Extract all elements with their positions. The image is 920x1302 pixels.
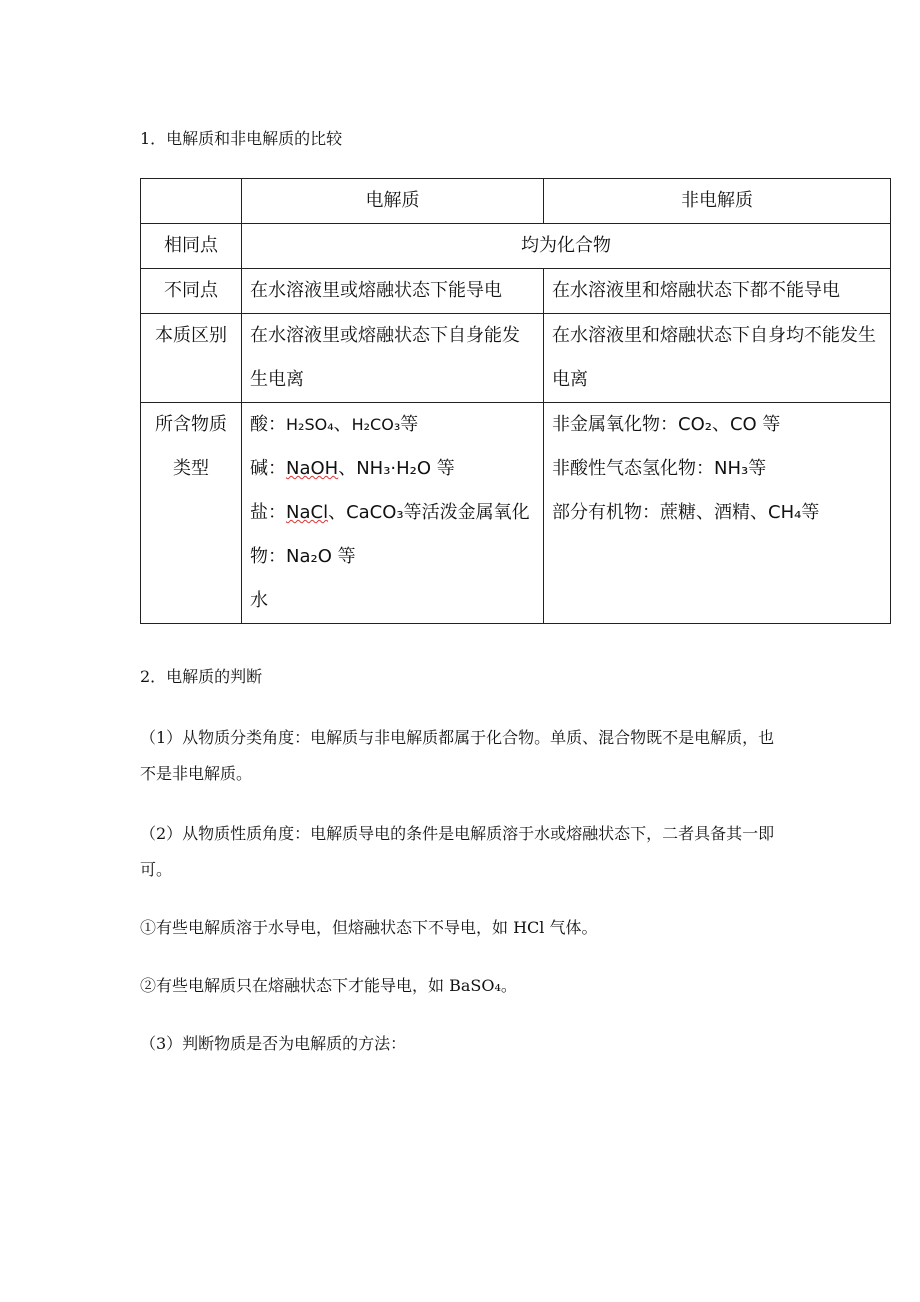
table-row-types <box>141 403 891 624</box>
diff-electrolyte: 在水溶液里或熔融状态下能导电 <box>242 269 544 314</box>
nonmetal-oxide-line: 非金属氧化物：CO₂、CO 等 <box>552 414 781 435</box>
organic-line: 部分有机物：蔗糖、酒精、CH₄等 <box>552 502 820 523</box>
table-row-essence <box>141 314 891 403</box>
salt-line: 盐：NaCl、CaCO₃等活泼金属氧化 <box>250 502 530 523</box>
types-non-electrolyte <box>544 403 891 624</box>
table-row-diff <box>141 269 891 314</box>
types-electrolyte <box>242 403 544 624</box>
water-line: 水 <box>250 590 268 611</box>
paragraph-property: （2）从物质性质角度：电解质导电的条件是电解质溶于水或熔融状态下，二者具备其一即可。 <box>140 824 775 879</box>
paragraph-note-2: ②有些电解质只在熔融状态下才能导电，如 BaSO₄。 <box>140 976 517 995</box>
table-header-row <box>141 179 891 224</box>
same-value: 均为化合物 <box>242 224 891 269</box>
paragraph-classification: （1）从物质分类角度：电解质与非电解质都属于化合物。单质、混合物既不是电解质，也不是非电解质。 <box>140 728 775 783</box>
essence-non-electrolyte: 在水溶液里和熔融状态下自身均不能发生电离 <box>544 314 891 403</box>
header-non-electrolyte: 非电解质 <box>544 179 891 224</box>
table-row-same <box>141 224 891 269</box>
header-electrolyte: 电解质 <box>242 179 544 224</box>
row-label-types <box>141 403 242 624</box>
header-empty-cell <box>141 179 242 224</box>
types-label-line1: 所含物质 <box>155 414 227 435</box>
comparison-table <box>140 178 891 624</box>
section-2-heading: 2．电解质的判断 <box>140 667 263 686</box>
row-label-diff: 不同点 <box>141 269 242 314</box>
paragraph-method: （3）判断物质是否为电解质的方法： <box>140 1034 407 1053</box>
row-label-essence: 本质区别 <box>141 314 242 403</box>
oxide-line: 物：Na₂O 等 <box>250 546 356 567</box>
acid-line: 酸：H₂SO₄、H₂CO₃等 <box>250 414 419 435</box>
essence-electrolyte: 在水溶液里或熔融状态下自身能发生电离 <box>242 314 544 403</box>
base-line: 碱：NaOH、NH₃·H₂O 等 <box>250 458 455 479</box>
paragraph-note-1: ①有些电解质溶于水导电，但熔融状态下不导电，如 HCl 气体。 <box>140 918 598 937</box>
diff-non-electrolyte: 在水溶液里和熔融状态下都不能导电 <box>544 269 891 314</box>
row-label-same: 相同点 <box>141 224 242 269</box>
hydride-line: 非酸性气态氢化物：NH₃等 <box>552 458 767 479</box>
section-1-heading: 1．电解质和非电解质的比较 <box>140 129 343 148</box>
types-label-line2: 类型 <box>173 458 209 479</box>
